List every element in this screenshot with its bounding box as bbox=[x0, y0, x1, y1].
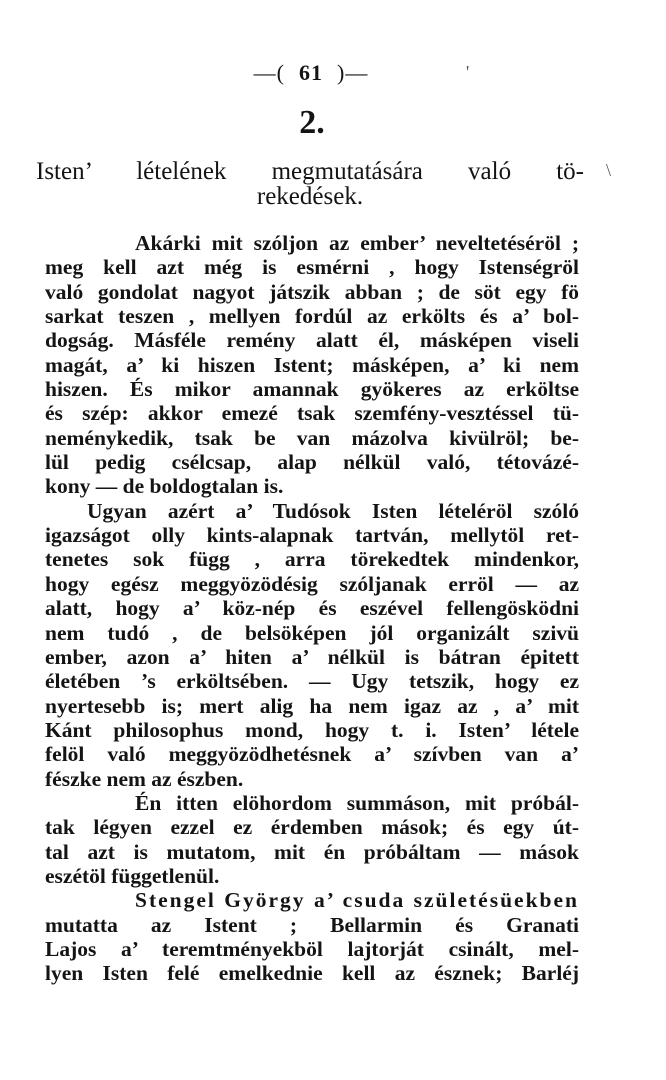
chapter-number: 2. bbox=[299, 104, 325, 141]
text-line: meg kell azt még is esmérni , hogy Istenségröl bbox=[45, 255, 579, 280]
text-line: Én itten elöhordom summáson, mit próbál- bbox=[135, 790, 579, 815]
stray-mark: \ bbox=[606, 160, 612, 180]
running-head-left: —( bbox=[253, 60, 285, 85]
paragraph bbox=[45, 791, 579, 888]
text-line: Akárki mit szóljon az ember’ neveltetéséröl ; bbox=[135, 231, 579, 255]
body-text bbox=[45, 231, 579, 986]
text-line: életében ’s erköltsében. — Ugy tetszik, hogy ez bbox=[45, 669, 579, 694]
text-line: eszétöl függetlenül. bbox=[45, 863, 220, 888]
paragraph bbox=[45, 499, 579, 791]
text-line: felöl való meggyözödhetésnek a’ szívben van a’ bbox=[45, 742, 579, 767]
text-line: kony — de boldogtalan is. bbox=[45, 474, 284, 499]
stray-mark: ' bbox=[466, 62, 470, 82]
text-line: Ugyan azért a’ Tudósok Isten lételéröl szóló bbox=[87, 498, 579, 523]
text-line: mutatta az Istent ; Bellarmin és Granati bbox=[45, 912, 579, 937]
text-line: neménykedik, tsak be van mázolva kivülröl; be- bbox=[45, 425, 579, 450]
paragraph bbox=[45, 888, 579, 985]
text-line: fészke nem az észben. bbox=[45, 766, 244, 791]
text-line: nem tudó , de belsöképen jól organizált szivü bbox=[45, 620, 579, 645]
text-line: lül pedig csélcsap, alap nélkül való, tétovázé- bbox=[45, 450, 579, 475]
text-line: tal azt is mutatom, mit én próbáltam — mások bbox=[45, 839, 579, 864]
text-line: ember, azon a’ hiten a’ nélkül is bátran épitett bbox=[45, 644, 579, 669]
chapter-title bbox=[36, 159, 584, 209]
text-line: való gondolat nagyot játszik abban ; de söt egy fö bbox=[45, 279, 579, 304]
paragraph bbox=[45, 231, 579, 499]
page-number: 61 bbox=[299, 60, 323, 85]
text-line: magát, a’ ki hiszen Istent; másképen, a’ ki nem bbox=[45, 352, 579, 377]
chapter-title-line-2: rekedések. bbox=[256, 183, 364, 210]
text-line: igazságot olly kints-alapnak tartván, mellytöl ret- bbox=[45, 523, 579, 548]
text-line: tak légyen ezzel ez érdemben mások; és egy út- bbox=[45, 815, 579, 840]
running-head-right: )— bbox=[337, 60, 369, 85]
text-line: Kánt philosophus mond, hogy t. i. Isten’ létele bbox=[45, 717, 579, 742]
text-line: alatt, hogy a’ köz-nép és eszével fellengösködni bbox=[45, 596, 579, 621]
chapter-title-line-1: Isten’ lételének megmutatására való tö- bbox=[36, 158, 584, 185]
text-line: sarkat teszen , mellyen fordúl az erkölts és a’ bol- bbox=[45, 304, 579, 329]
text-line: és szép: akkor emezé tsak szemfény-vesztéssel tü- bbox=[45, 401, 579, 426]
text-line: nyertesebb is; mert alig ha nem igaz az , a’ mit bbox=[45, 693, 579, 718]
text-line: Stengel György a’ csuda születésüekben bbox=[135, 888, 579, 913]
text-line: Lajos a’ teremtményekböl lajtorját csinált, mel- bbox=[45, 936, 579, 961]
text-line: hogy egész meggyözödésig szóljanak erröl — az bbox=[45, 571, 579, 596]
text-line: dogság. Másféle remény alatt él, másképen viseli bbox=[45, 328, 579, 353]
text-line: tenetes sok függ , arra törekedtek mindenkor, bbox=[45, 547, 579, 572]
text-line: lyen Isten felé emelkednie kell az észnek; Barléj bbox=[45, 961, 579, 986]
text-line: hiszen. És mikor amannak gyökeres az erköltse bbox=[45, 377, 579, 402]
running-head bbox=[0, 60, 622, 86]
